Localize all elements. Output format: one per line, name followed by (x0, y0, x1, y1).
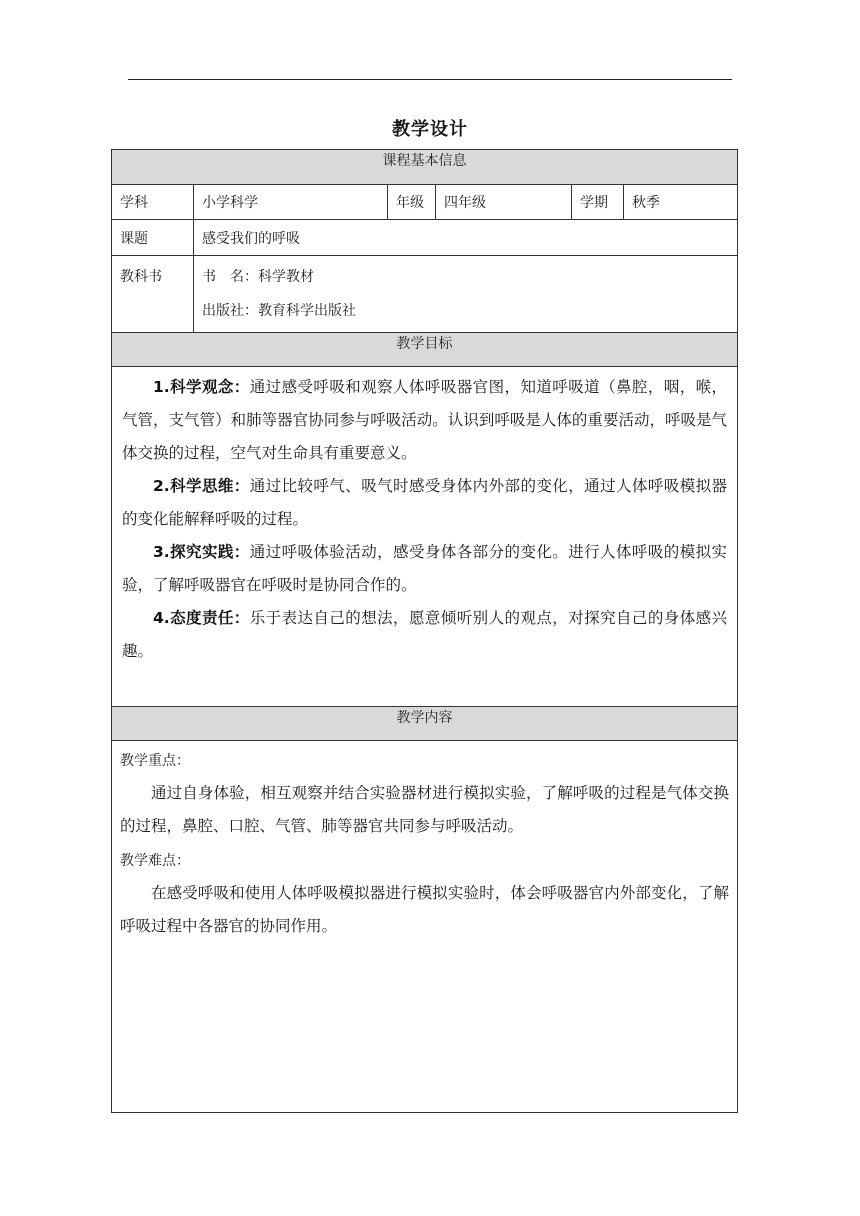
objective-label: 4.态度责任： (153, 609, 250, 627)
objectives-content (112, 367, 738, 707)
key-points-label: 教学重点： (120, 753, 190, 769)
document-title: 教学设计 (392, 119, 468, 140)
term-label: 学期 (572, 185, 624, 220)
textbook-info (194, 256, 738, 333)
objective-text: 通过比较呼气、吸气时感受身体内外部的变化，通过人体呼吸模拟器的变化能解释呼吸的过程。 (122, 477, 728, 528)
objective-item (122, 602, 727, 668)
objectives-header-row (112, 333, 738, 367)
difficulty-label: 教学难点： (120, 853, 190, 869)
content-header: 教学内容 (112, 707, 738, 741)
basic-info-header: 课程基本信息 (112, 150, 738, 185)
topic-label: 课题 (112, 220, 194, 256)
textbook-row (112, 256, 738, 333)
objective-item (122, 536, 727, 602)
objective-text: 通过呼吸体验活动，感受身体各部分的变化。进行人体呼吸的模拟实验，了解呼吸器官在呼吸时是协同合作的。 (122, 543, 728, 594)
objectives-header: 教学目标 (112, 333, 738, 367)
basic-info-header-row (112, 150, 738, 185)
grade-label: 年级 (388, 185, 436, 220)
subject-value: 小学科学 (194, 185, 388, 220)
objective-label: 3.探究实践： (153, 543, 250, 561)
textbook-label-text: 教科书 (120, 269, 162, 285)
topic-row (112, 220, 738, 256)
content-row (112, 741, 738, 1113)
term-value: 秋季 (624, 185, 738, 220)
lesson-plan-table (111, 149, 738, 1113)
content-header-row (112, 707, 738, 741)
objective-text: 乐于表达自己的想法，愿意倾听别人的观点，对探究自己的身体感兴趣。 (122, 609, 728, 660)
objective-label: 1.科学观念： (153, 378, 250, 396)
topic-value: 感受我们的呼吸 (194, 220, 738, 256)
objective-label: 2.科学思维： (153, 477, 250, 495)
subject-label: 学科 (112, 185, 194, 220)
textbook-name: 书 名：科学教材 (202, 269, 314, 285)
grade-value: 四年级 (436, 185, 572, 220)
subject-row (112, 185, 738, 220)
difficulty-text: 在感受呼吸和使用人体呼吸模拟器进行模拟实验时，体会呼吸器官内外部变化，了解呼吸过程中各器官的协同作用。 (120, 884, 730, 935)
content-body (112, 741, 738, 1113)
key-points-text: 通过自身体验，相互观察并结合实验器材进行模拟实验，了解呼吸的过程是气体交换的过程，鼻腔、口腔、气管、肺等器官共同参与呼吸活动。 (120, 784, 730, 835)
objective-item (122, 470, 727, 536)
textbook-label (112, 256, 194, 333)
objective-item (122, 371, 727, 470)
textbook-publisher: 出版社：教育科学出版社 (202, 303, 356, 319)
header-rule (128, 79, 732, 80)
objectives-row (112, 367, 738, 707)
objective-text: 通过感受呼吸和观察人体呼吸器官图，知道呼吸道（鼻腔，咽，喉，气管，支气管）和肺等器官协同参与呼吸活动。认识到呼吸是人体的重要活动，呼吸是气体交换的过程，空气对生命具有重要意义。 (122, 378, 728, 462)
